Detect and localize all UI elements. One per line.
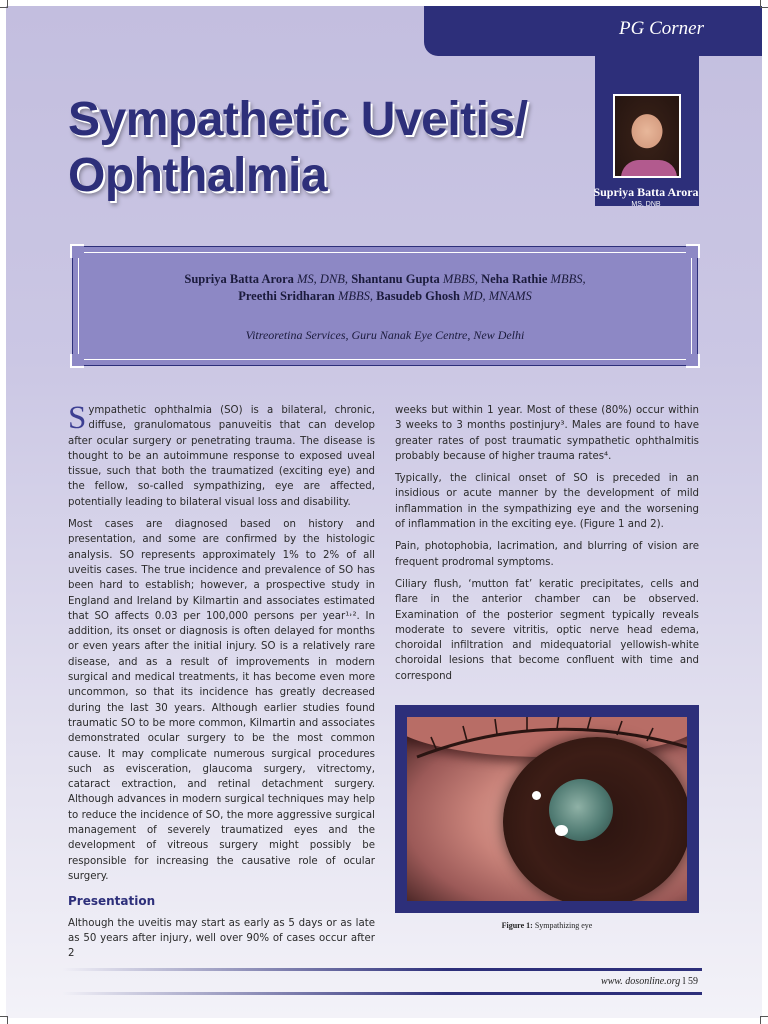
author-card-name: Supriya Batta Arora	[593, 185, 699, 199]
author-degrees: MD, MNAMS	[459, 289, 532, 303]
body-paragraph: weeks but within 1 year. Most of these (80%) occur within 3 weeks to 3 months postinjury³. Males are found to have greater rates of post traumatic sympathetic ophthalmitis probably because of higher trauma rates⁴.	[395, 405, 699, 462]
corner-ornament	[70, 354, 84, 368]
corner-ornament	[686, 244, 700, 258]
crop-mark	[760, 1016, 768, 1024]
crop-mark	[0, 0, 8, 8]
corner-ornament	[686, 354, 700, 368]
footer-rule	[62, 968, 702, 971]
body-paragraph: Pain, photophobia, lacrimation, and blurring of vision are frequent prodromal symptoms.	[395, 541, 699, 568]
section-label: PG Corner	[619, 18, 704, 39]
corner-ornament	[70, 244, 84, 258]
author-card-degree: MS, DNB	[631, 201, 661, 208]
authors-line-1	[73, 272, 697, 287]
author-photo-clothing	[621, 160, 677, 178]
paragraph-text: ympathetic ophthalmia (SO) is a bilateral, chronic, diffuse, granulomatous panuveitis that can develop after ocular surgery or penetrating trauma. The disease is thought to be an autoimmune response to exposed uveal tissue, such that both the traumatized (exciting eye) and the fellow, so-called sympathizing, eye are affected, potentially leading to bilateral visual loss and disability.	[68, 405, 375, 508]
body-column-left	[68, 400, 375, 968]
figure-caption	[395, 921, 699, 930]
author-name: Supriya Batta Arora	[184, 272, 294, 286]
author-box-inner-border	[78, 252, 692, 360]
author-name: Shantanu Gupta	[351, 272, 440, 286]
section-heading: Presentation	[68, 894, 156, 909]
author-degrees: MS, DNB,	[293, 272, 352, 286]
author-photo	[613, 94, 681, 178]
crop-mark	[0, 1016, 8, 1024]
author-degrees: MBBS,	[547, 272, 586, 286]
light-reflex	[532, 791, 541, 800]
author-degrees: MBBS,	[334, 289, 377, 303]
figure-label: Figure 1:	[501, 921, 533, 930]
author-name: Preethi Sridharan	[238, 289, 335, 303]
light-reflex	[555, 825, 568, 836]
author-affiliation-box	[72, 246, 698, 366]
body-paragraph: Most cases are diagnosed based on history and presentation, and some are confirmed by the histologic analysis. SO represents approximately 1% to 2% of all uveitis cases. The true incidence and prevalence of SO has been hard to establish; however, a prospective study in England and Ireland by Kilmartin and associates estimated that SO affects 0.03 per 100,000 persons per year¹˒². In addition, its onset or diagnosis is often delayed for months or even years after the initial injury. SO is a relatively rare disease, and as a result of improvements in modern surgical and medical treatments, it has become even more uncommon, so that its incidence has greatly decreased during the last 30 years. Although earlier studies found traumatic SO to be more common, Kilmartin and associates demonstrated ocular surgery to be the most common cause. It may complicate numerous surgical procedures such as evisceration, glaucoma surgery, vitrectomy, cataract extraction, and retinal detachment surgery. Although advances in modern surgical techniques may help to reduce the incidence of SO, the more aggressive surgical management of severely traumatized eyes and the development of vitreous surgery might possibly be responsible for increasing the causative role of ocular surgery.	[68, 519, 375, 882]
page-number: 59	[688, 976, 698, 987]
body-paragraph	[68, 400, 375, 510]
footer-separator: l	[680, 976, 688, 987]
body-paragraph: Ciliary flush, ‘mutton fat’ keratic precipitates, cells and flare in the anterior chamber can be observed. Examination of the posterior segment typically reveals moderate to severe vitritis, optic nerve head edema, choroidal infiltration and midequatorial yellowish-white choroidal lesions that become confluent with time and correspond	[395, 578, 699, 682]
drop-cap: S	[68, 400, 87, 436]
authors-line-2	[73, 289, 697, 304]
article-title-line1: Sympathetic Uveitis/	[68, 93, 528, 146]
author-degrees: MBBS,	[439, 272, 482, 286]
body-paragraph: Although the uveitis may start as early as 5 days or as late as 50 years after injury, well over 90% of cases occur after 2	[68, 917, 375, 960]
eye-photograph	[407, 717, 687, 901]
page-footer	[426, 976, 698, 987]
footer-url: www. dosonline.org	[601, 976, 681, 987]
footer-rule	[62, 992, 702, 995]
author-name: Neha Rathie	[481, 272, 548, 286]
article-title-line2: Ophthalmia	[68, 149, 328, 202]
body-column-right	[395, 403, 699, 691]
journal-page	[6, 6, 762, 1018]
figure-caption-text: Sympathizing eye	[532, 921, 593, 930]
body-paragraph: Typically, the clinical onset of SO is preceded in an insidious or acute manner by the development of mild inflammation in the sympathizing eye and the worsening of inflammation in the exciting eye. (Figure 1 and 2).	[395, 473, 699, 531]
author-name: Basudeb Ghosh	[376, 289, 460, 303]
article-title	[68, 92, 568, 204]
affiliation: Vitreoretina Services, Guru Nanak Eye Centre, New Delhi	[245, 328, 525, 342]
crop-mark	[760, 0, 768, 8]
figure-1	[395, 705, 699, 913]
